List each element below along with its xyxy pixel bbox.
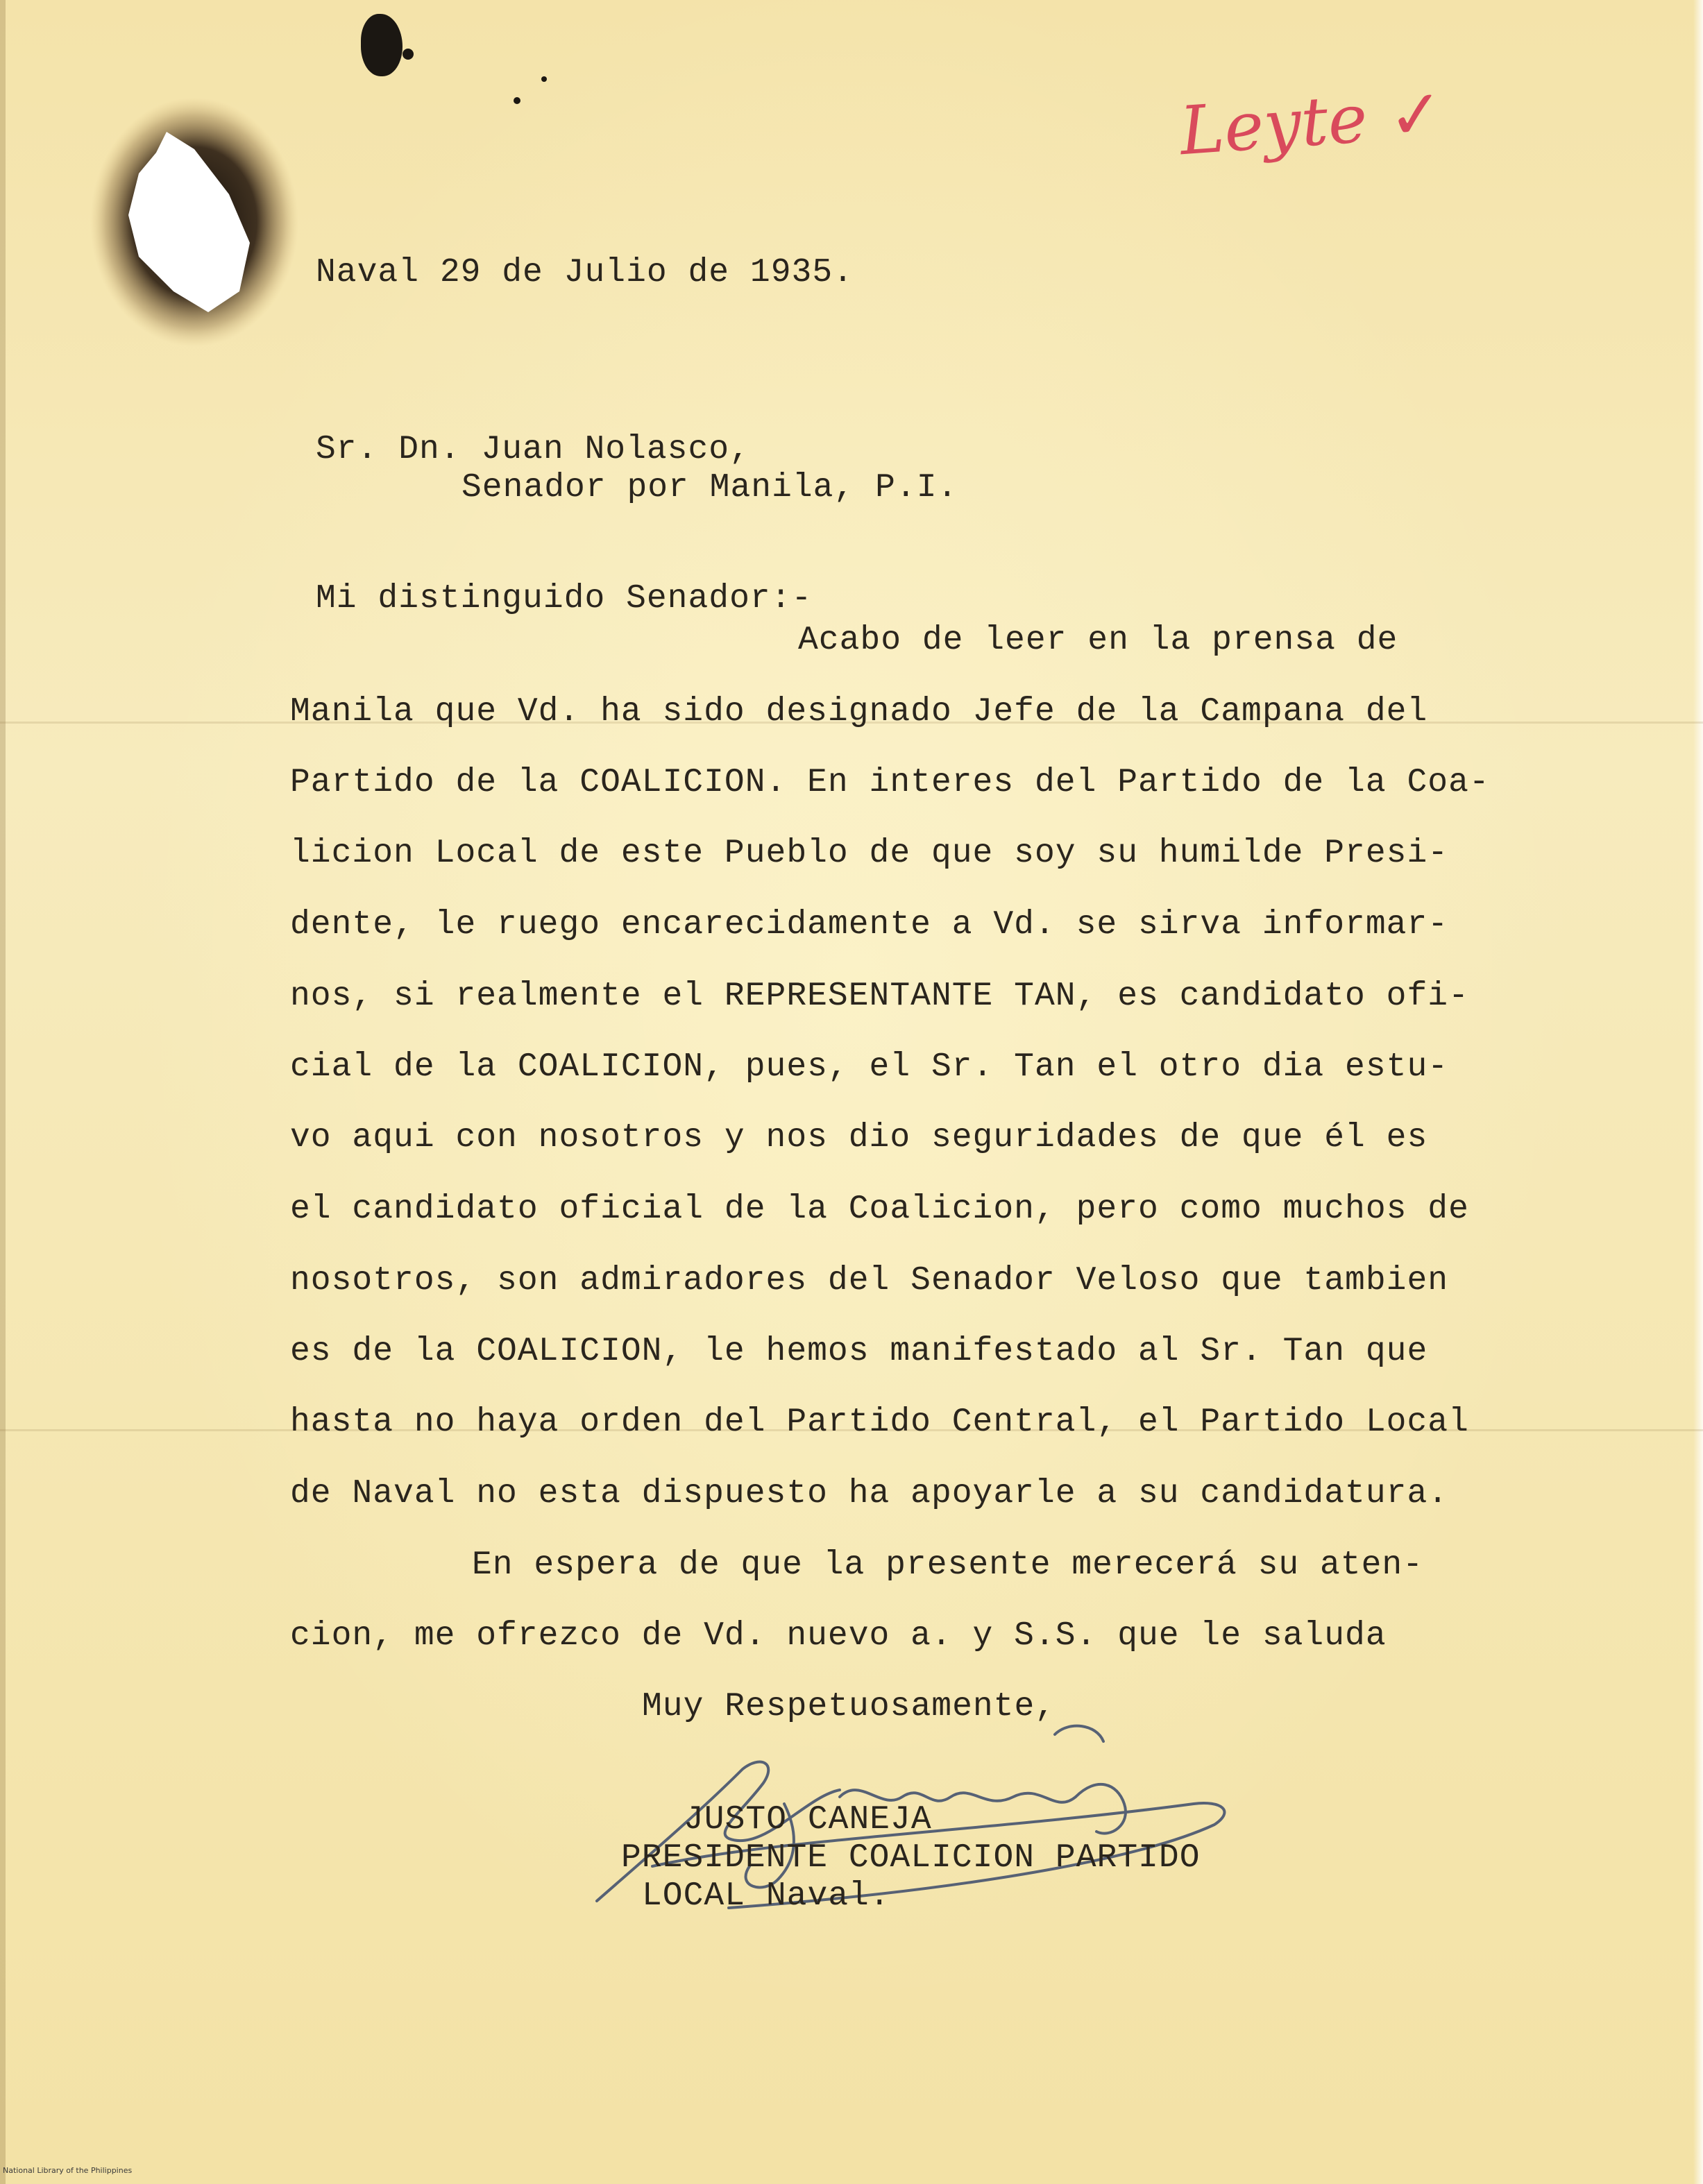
date-line: Naval 29 de Julio de 1935. [316,254,854,291]
page-edge-right [1693,0,1703,2184]
ink-blot [361,14,403,76]
body-line: hasta no haya orden del Partido Central, el Partido Local [290,1404,1469,1441]
body-line: Acabo de leer en la prensa de [798,622,1398,659]
body-line: nosotros, son admiradores del Senador Veloso que tambien [290,1262,1449,1299]
body-line: dente, le ruego encarecidamente a Vd. se sirva informar- [290,906,1449,944]
signer-name: JUSTO CANEJA [684,1801,932,1839]
body-line: cial de la COALICION, pues, el Sr. Tan el otro dia estu- [290,1048,1449,1086]
ink-blot [541,76,547,82]
handwritten-annotation: Leyte ✓ [1177,74,1447,171]
signer-title-2: LOCAL Naval. [642,1877,890,1915]
burn-hole [90,83,298,347]
addressee-title: Senador por Manila, P.I. [461,469,958,506]
closing: Muy Respetuosamente, [642,1688,1056,1725]
body-line: es de la COALICION, le hemos manifestado al Sr. Tan que [290,1333,1428,1370]
body-line: nos, si realmente el REPRESENTANTE TAN, es candidato ofi- [290,978,1469,1015]
signer-title: PRESIDENTE COALICION PARTIDO [621,1839,1201,1877]
body-line: vo aqui con nosotros y nos dio seguridades de que él es [290,1119,1428,1157]
body-line: el candidato oficial de la Coalicion, pero como muchos de [290,1191,1469,1228]
body-line: Manila que Vd. ha sido designado Jefe de la Campana del [290,693,1428,731]
body-line: En espera de que la presente merecerá su aten- [472,1546,1424,1584]
body-line: licion Local de este Pueblo de que soy su humilde Presi- [290,835,1449,872]
addressee-name: Sr. Dn. Juan Nolasco, [316,431,750,468]
archive-footer: National Library of the Philippines [3,2166,133,2175]
salutation: Mi distinguido Senador:- [316,580,813,617]
body-line: de Naval no esta dispuesto ha apoyarle a su candidatura. [290,1475,1449,1512]
ink-blot [403,49,414,60]
body-line: cion, me ofrezco de Vd. nuevo a. y S.S. que le saluda [290,1617,1387,1655]
ink-blot [514,97,520,104]
page-edge-left [0,0,6,2184]
body-line: Partido de la COALICION. En interes del Partido de la Coa- [290,764,1490,801]
